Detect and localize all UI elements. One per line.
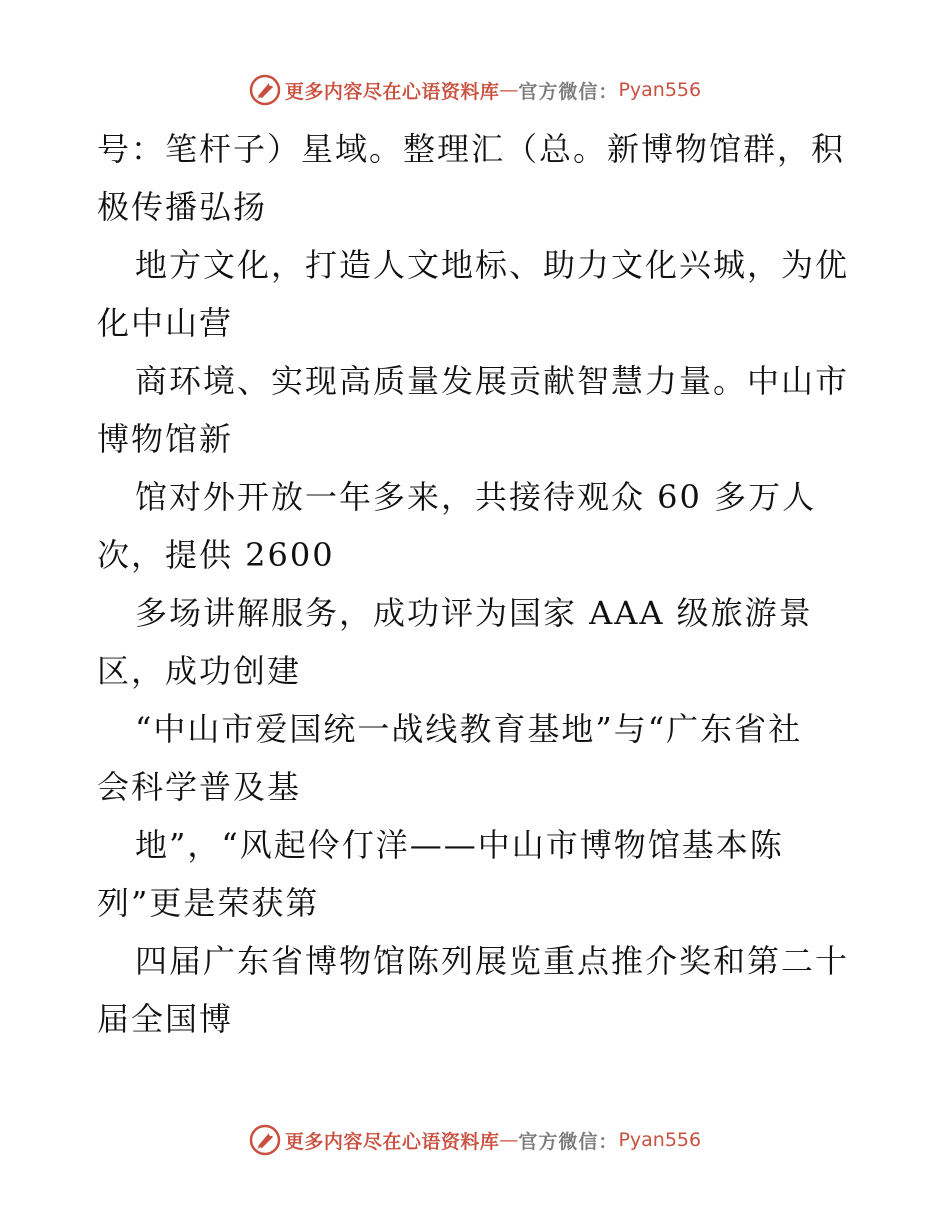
footer-promo-text: 更多内容尽在心语资料库 — [284, 1130, 500, 1153]
text-line: 多场讲解服务，成功评为国家 AAA 级旅游景 — [135, 594, 813, 632]
text-line: 博物馆新 — [97, 420, 234, 458]
text-line: 极传播弘扬 — [97, 188, 268, 226]
text-line: 列”更是荣获第 — [97, 884, 320, 922]
text-line: “中山市爱国统一战线教育基地”与“广东省社 — [135, 710, 803, 748]
text-line: 号：笔杆子）星域。整理汇（总。新博物馆群，积 — [97, 130, 846, 168]
text-line: 四届广东省博物馆陈列展览重点推介奖和第二十 — [135, 942, 850, 980]
text-line: 会科学普及基 — [97, 768, 302, 806]
footer-handle: Pyan556 — [618, 1129, 702, 1151]
header-dash: — — [499, 79, 519, 101]
header-promo-text: 更多内容尽在心语资料库 — [284, 80, 500, 103]
text-line: 区，成功创建 — [97, 652, 302, 690]
header-official-label: 官方微信： — [518, 80, 619, 103]
header-handle: Pyan556 — [618, 79, 702, 101]
text-line: 馆对外开放一年多来，共接待观众 60 多万人 — [135, 478, 817, 516]
footer-dash: — — [499, 1129, 519, 1151]
footer-banner — [0, 1122, 950, 1158]
body-text — [97, 120, 867, 1048]
pen-nib-icon — [249, 1124, 281, 1156]
text-line: 地”，“风起伶仃洋——中山市博物馆基本陈 — [135, 826, 784, 864]
header-banner — [0, 72, 950, 108]
text-line: 届全国博 — [97, 1000, 234, 1038]
text-line: 商环境、实现高质量发展贡献智慧力量。中山市 — [135, 362, 850, 400]
text-line: 化中山营 — [97, 304, 234, 342]
text-line: 次，提供 2600 — [97, 536, 335, 574]
pen-nib-icon — [249, 74, 281, 106]
text-line: 地方文化，打造人文地标、助力文化兴城，为优 — [135, 246, 850, 284]
footer-official-label: 官方微信： — [518, 1130, 619, 1153]
